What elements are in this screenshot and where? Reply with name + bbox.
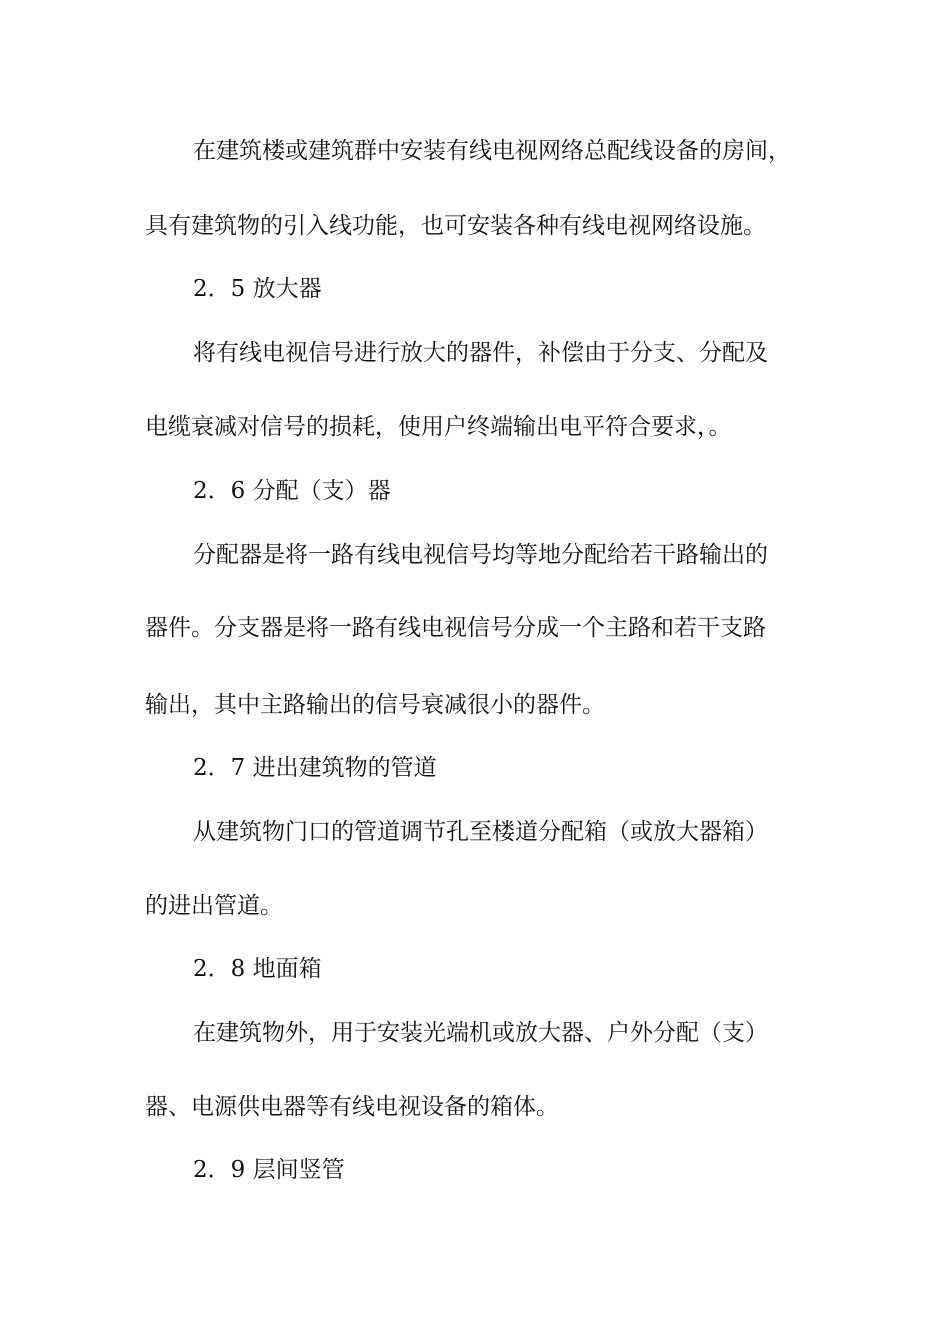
paragraph-line: 在建筑楼或建筑群中安装有线电视网络总配线设备的房间， bbox=[193, 138, 791, 164]
paragraph-line: 将有线电视信号进行放大的器件，补偿由于分支、分配及 bbox=[193, 340, 768, 366]
section-heading: 2．9 层间竖管 bbox=[193, 1157, 345, 1183]
section-heading: 2．6 分配（支）器 bbox=[193, 478, 391, 504]
paragraph-line: 分配器是将一路有线电视信号均等地分配给若干路输出的 bbox=[193, 542, 768, 568]
section-heading: 2．5 放大器 bbox=[193, 276, 322, 302]
paragraph-line: 输出，其中主路输出的信号衰减很小的器件。 bbox=[145, 692, 605, 718]
paragraph-line: 器、电源供电器等有线电视设备的箱体。 bbox=[145, 1094, 559, 1120]
paragraph-line: 在建筑物外，用于安装光端机或放大器、户外分配（支） bbox=[193, 1020, 768, 1046]
paragraph-line: 从建筑物门口的管道调节孔至楼道分配箱（或放大器箱） bbox=[193, 819, 768, 845]
paragraph-line: 具有建筑物的引入线功能，也可安装各种有线电视网络设施。 bbox=[145, 213, 766, 239]
section-heading: 2．7 进出建筑物的管道 bbox=[193, 755, 437, 781]
paragraph-line: 器件。分支器是将一路有线电视信号分成一个主路和若干支路 bbox=[145, 615, 766, 641]
section-heading: 2．8 地面箱 bbox=[193, 956, 322, 982]
paragraph-line: 的进出管道。 bbox=[145, 893, 283, 919]
paragraph-line: 电缆衰减对信号的损耗，使用户终端输出电平符合要求，。 bbox=[145, 414, 732, 440]
